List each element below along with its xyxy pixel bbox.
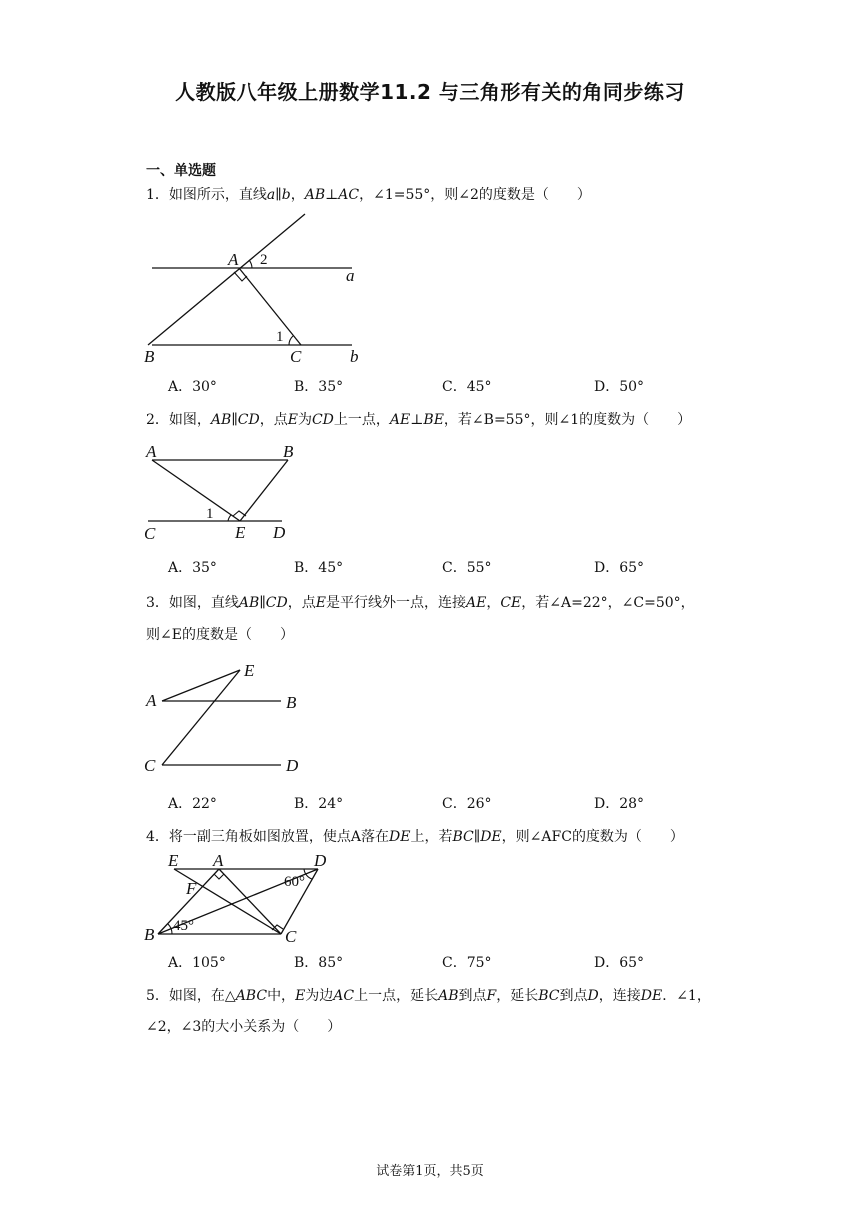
label-D: D — [286, 756, 299, 775]
q1-expr: ∠1=55° — [373, 187, 431, 203]
label-E: E — [235, 523, 246, 542]
q1-expr: AB⊥AC — [304, 187, 360, 203]
q5-expr: BC — [538, 988, 560, 1004]
label-B: B — [144, 925, 155, 944]
label-A: A — [213, 851, 224, 870]
option-c[interactable]: C．75° — [442, 955, 492, 971]
label-D: D — [273, 523, 286, 542]
q3-expr: AE — [465, 595, 487, 611]
section-heading: 一、单选题 — [146, 163, 216, 179]
q4-text: 上，若 — [410, 829, 453, 845]
q5-expr: F — [486, 988, 497, 1004]
q3-text: ，若 — [521, 595, 550, 611]
question-2-stem — [146, 410, 691, 430]
q5-expr: ∠1， — [676, 988, 711, 1004]
option-a[interactable]: A．30° — [168, 379, 217, 395]
q5-text: ． — [662, 988, 677, 1004]
q5-expr: DE — [640, 988, 663, 1004]
label-angle-45: 45° — [173, 918, 194, 934]
q5-text: 到点 — [559, 988, 588, 1004]
question-1-stem — [146, 185, 591, 205]
q2-text: 的度数为（ ） — [579, 412, 692, 428]
label-angle-1: 1 — [276, 329, 284, 345]
label-A: A — [146, 691, 157, 710]
q5-text: ，延长 — [496, 988, 539, 1004]
label-C: C — [144, 756, 156, 775]
label-angle-2: 2 — [260, 252, 268, 268]
q5-expr: ∠2 — [146, 1019, 167, 1035]
option-b[interactable]: B．35° — [294, 379, 344, 395]
q2-expr: E — [287, 412, 298, 428]
q5-text: ，连接 — [598, 988, 641, 1004]
q5-expr: D — [587, 988, 599, 1004]
question-3-stem — [146, 593, 695, 613]
label-A: A — [228, 250, 239, 269]
q3-text: 则 — [146, 627, 160, 643]
question-4-stem — [146, 827, 684, 847]
q2-text: ，若 — [443, 412, 472, 428]
q5-expr: ∠3 — [180, 1019, 202, 1035]
q2-expr: AE⊥BE — [389, 412, 444, 428]
q3-text: ， — [680, 595, 695, 611]
q4-text: 4．将一副三角板如图放置，使点A落在 — [146, 829, 390, 845]
q2-text: ，则 — [530, 412, 559, 428]
q5-expr: E — [295, 988, 306, 1004]
option-a[interactable]: A．22° — [168, 796, 217, 812]
label-b: b — [350, 347, 359, 366]
q5-expr: AC — [333, 988, 355, 1004]
question-5-stem — [146, 986, 711, 1006]
option-a[interactable]: A．105° — [168, 955, 226, 971]
q1-text: ， — [290, 187, 305, 203]
q3-text: ，点 — [287, 595, 316, 611]
label-angle-1: 1 — [206, 506, 214, 522]
question-4-options — [146, 952, 706, 972]
q4-expr: BC∥DE — [452, 829, 502, 845]
q1-expr: a∥b — [266, 187, 291, 203]
option-c[interactable]: C．55° — [442, 560, 492, 576]
option-c[interactable]: C．45° — [442, 379, 492, 395]
q1-text: 1．如图所示，直线 — [146, 187, 267, 203]
label-B: B — [144, 347, 155, 366]
q3-expr: CE — [500, 595, 522, 611]
q2-expr: CD — [311, 412, 334, 428]
page-footer: 试卷第1页，共5页 — [376, 1164, 484, 1179]
q3-text: ， — [486, 595, 501, 611]
q2-text: ，点 — [259, 412, 288, 428]
q3-expr: ∠C=50° — [621, 595, 681, 611]
q5-text: 到点 — [458, 988, 487, 1004]
label-angle-60: 60° — [284, 874, 305, 890]
question-4-figure — [140, 850, 340, 950]
q5-text: ， — [166, 1019, 181, 1035]
q5-text: 5．如图，在 — [146, 988, 225, 1004]
option-d[interactable]: D．50° — [594, 379, 645, 395]
label-B: B — [286, 693, 297, 712]
q5-expr: △ABC — [224, 988, 268, 1004]
q3-text: ， — [607, 595, 622, 611]
question-1-figure — [140, 208, 380, 368]
q2-text: 2．如图， — [146, 412, 211, 428]
label-C: C — [285, 927, 297, 946]
question-3-options — [146, 793, 706, 813]
option-d[interactable]: D．28° — [594, 796, 645, 812]
option-c[interactable]: C．26° — [442, 796, 492, 812]
q1-expr: ∠2 — [458, 187, 479, 203]
q2-expr: ∠1 — [558, 412, 580, 428]
q5-expr: AB — [438, 988, 459, 1004]
q3-expr: ∠A=22° — [549, 595, 608, 611]
question-2-figure — [140, 440, 310, 546]
q2-expr: ∠B=55° — [471, 412, 531, 428]
option-b[interactable]: B．24° — [294, 796, 344, 812]
label-E: E — [244, 661, 255, 680]
q3-text: 3．如图，直线 — [146, 595, 239, 611]
option-d[interactable]: D．65° — [594, 560, 645, 576]
label-F: F — [186, 879, 197, 898]
question-2-options — [146, 557, 706, 577]
label-C: C — [290, 347, 302, 366]
q4-text: ，则 — [501, 829, 530, 845]
option-b[interactable]: B．85° — [294, 955, 344, 971]
q3-text: 的度数是（ ） — [181, 627, 294, 643]
q2-expr: AB∥CD — [210, 412, 260, 428]
label-B: B — [283, 442, 294, 461]
label-D: D — [314, 851, 327, 870]
q5-text: 为边 — [305, 988, 334, 1004]
label-a: a — [346, 266, 355, 285]
option-b[interactable]: B．45° — [294, 560, 344, 576]
q1-text: ，则 — [430, 187, 459, 203]
q5-text: 上一点，延长 — [354, 988, 439, 1004]
question-1-options — [146, 376, 706, 396]
q1-text: 的度数是（ ） — [478, 187, 591, 203]
q4-expr: DE — [389, 829, 411, 845]
q3-expr: AB∥CD — [238, 595, 288, 611]
q4-text: 的度数为（ ） — [571, 829, 684, 845]
q4-expr: ∠AFC — [529, 829, 572, 845]
q2-text: 上一点， — [333, 412, 390, 428]
label-A: A — [146, 442, 157, 461]
q3-expr: E — [315, 595, 326, 611]
q2-text: 为 — [297, 412, 312, 428]
question-3-stem-line2 — [146, 625, 294, 645]
option-d[interactable]: D．65° — [594, 955, 645, 971]
q3-text: 是平行线外一点，连接 — [325, 595, 466, 611]
question-3-figure — [140, 655, 320, 780]
q1-text: ， — [359, 187, 374, 203]
label-C: C — [144, 524, 156, 543]
page-title: 人教版八年级上册数学11.2 与三角形有关的角同步练习 — [175, 80, 685, 104]
q5-text: 的大小关系为（ ） — [201, 1019, 342, 1035]
q3-expr: ∠E — [160, 627, 182, 643]
option-a[interactable]: A．35° — [168, 560, 217, 576]
question-5-stem-line2 — [146, 1017, 341, 1037]
q5-text: 中， — [267, 988, 296, 1004]
label-E: E — [168, 851, 179, 870]
